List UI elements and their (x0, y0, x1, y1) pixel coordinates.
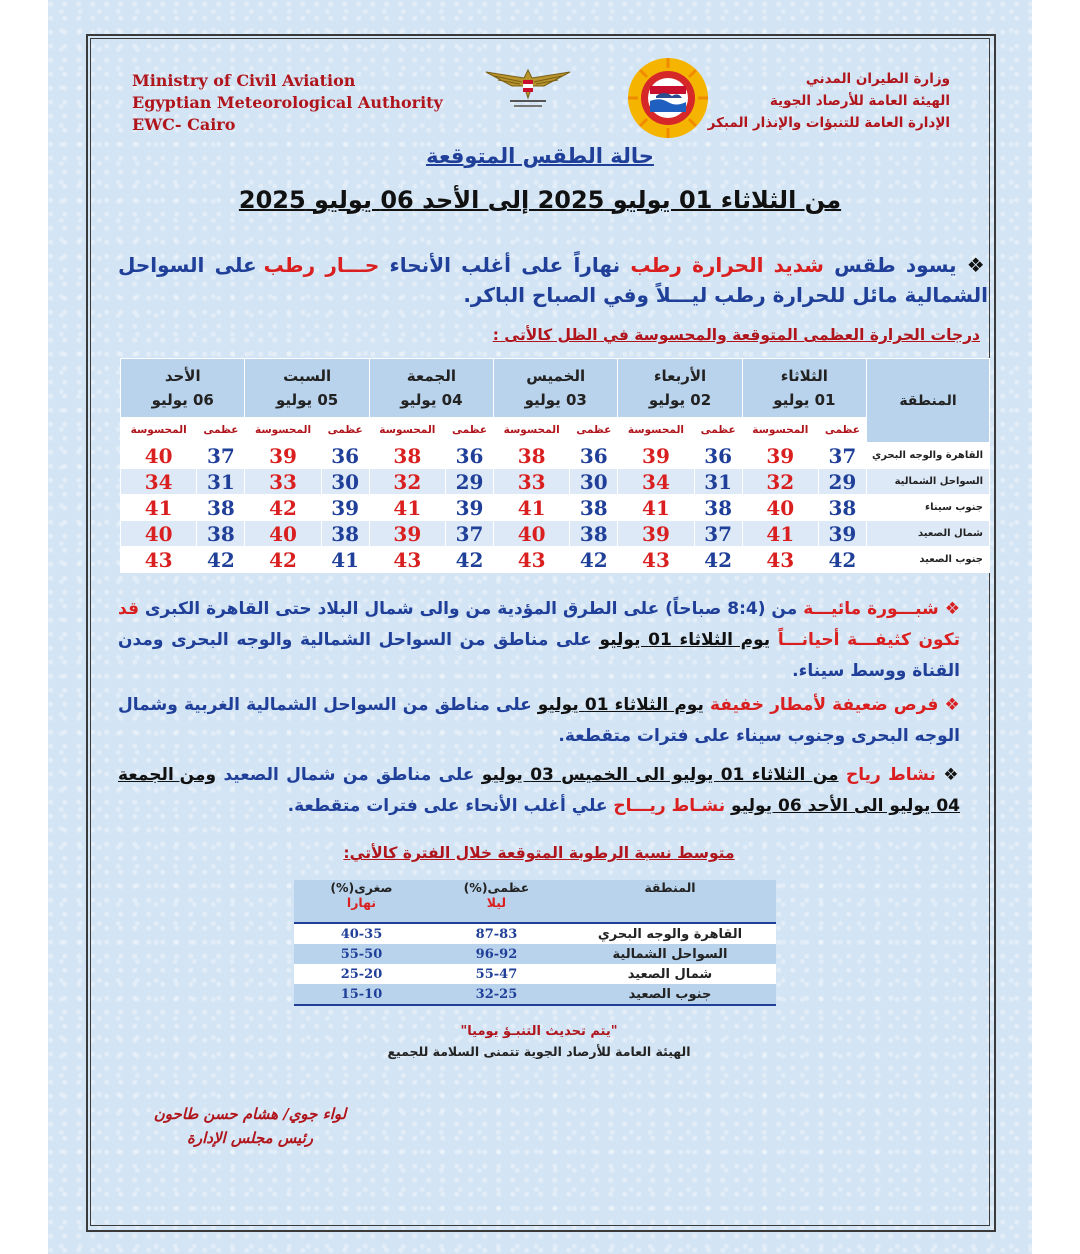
humidity-region: شمال الصعيد (564, 964, 776, 984)
summary-text-2: نهاراً على أغلب الأنحاء (379, 253, 631, 277)
table-row (121, 443, 990, 469)
humidity-min: 40-35 (294, 923, 429, 944)
fog-text-2: على مناطق من السواحل الشمالية والوجه البحرى ومدن القناة ووسط سيناء. (118, 630, 960, 681)
humidity-region: السواحل الشمالية (564, 944, 776, 964)
max-value: 29 (818, 469, 866, 495)
max-value: 42 (445, 547, 493, 573)
en-center: EWC- Cairo (132, 115, 236, 134)
table-row (121, 495, 990, 521)
max-value: 31 (694, 469, 742, 495)
humidity-min: 15-10 (294, 984, 429, 1005)
region-name: شمال الصعيد (867, 521, 990, 547)
max-value: 36 (445, 443, 493, 469)
feel-label: المحسوسة (245, 418, 321, 443)
wind-highlight: نشاط رياح (845, 765, 936, 785)
humidity-min-sub: نهارا (346, 895, 377, 910)
feel-value: 32 (369, 469, 445, 495)
region-name: جنوب سيناء (867, 495, 990, 521)
max-label: عظمى (694, 418, 742, 443)
table-row (121, 469, 990, 495)
fog-date: يوم الثلاثاء 01 يوليو (599, 630, 771, 650)
rain-text: على مناطق من السواحل الشمالية الغربية وشمال الوجه البحرى وجنوب سيناء على فترات متقطعة. (118, 695, 960, 746)
rain-date: يوم الثلاثاء 01 يوليو (537, 695, 704, 715)
max-value: 30 (570, 469, 618, 495)
humidity-table (294, 880, 776, 1006)
humidity-max-header (429, 880, 564, 923)
day-name: الجمعة (406, 367, 457, 385)
ar-department: الإدارة العامة للتنبؤات والإنذار المبكر (707, 115, 950, 131)
max-value: 42 (818, 547, 866, 573)
humidity-max-sub: ليلا (486, 895, 507, 910)
feel-value: 42 (245, 547, 321, 573)
feel-value: 41 (618, 495, 694, 521)
fog-warning (118, 594, 960, 687)
update-note: "يتم تحديث التنبـؤ يوميا" (460, 1024, 618, 1039)
feel-value: 33 (494, 469, 570, 495)
feel-value: 39 (618, 443, 694, 469)
day-header (618, 359, 742, 418)
day-header (245, 359, 369, 418)
feel-value: 43 (494, 547, 570, 573)
feel-label: المحسوسة (618, 418, 694, 443)
feel-value: 40 (742, 495, 818, 521)
summary-highlight-1: شديد الحرارة رطب (630, 253, 824, 277)
feel-value: 41 (494, 495, 570, 521)
table-row (121, 547, 990, 573)
feel-value: 40 (121, 443, 197, 469)
page-title-text: حالة الطقس المتوقعة (426, 144, 654, 168)
humidity-max: 87-83 (429, 923, 564, 944)
max-value: 38 (570, 521, 618, 547)
max-value: 42 (694, 547, 742, 573)
max-value: 29 (445, 469, 493, 495)
feel-value: 41 (121, 495, 197, 521)
day-name: الأربعاء (653, 367, 707, 385)
day-header (369, 359, 493, 418)
feel-value: 33 (245, 469, 321, 495)
max-value: 36 (694, 443, 742, 469)
signature-title: رئيس مجلس الإدارة (187, 1129, 313, 1147)
humidity-region: القاهرة والوجه البحري (564, 923, 776, 944)
feel-value: 43 (618, 547, 694, 573)
humidity-caption-text: متوسط نسبة الرطوبة المتوقعة خلال الفترة كالأتي: (343, 844, 735, 862)
max-value: 36 (321, 443, 369, 469)
max-value: 37 (694, 521, 742, 547)
feel-label: المحسوسة (494, 418, 570, 443)
bullet-icon: ❖ (966, 253, 988, 277)
max-value: 37 (197, 443, 245, 469)
table-row (121, 521, 990, 547)
day-date: 03 يوليو (524, 391, 587, 409)
temperature-table-caption: درجات الحرارة العظمى المتوقعة والمحسوسة في الظل كالأتى : (492, 326, 980, 344)
table-row (294, 923, 776, 944)
feel-value: 34 (121, 469, 197, 495)
humidity-header-row (294, 880, 776, 923)
region-name: جنوب الصعيد (867, 547, 990, 573)
feel-label: المحسوسة (369, 418, 445, 443)
feel-label: المحسوسة (742, 418, 818, 443)
day-date: 05 يوليو (275, 391, 339, 409)
arabic-header (708, 68, 950, 134)
max-label: عظمى (321, 418, 369, 443)
region-name: القاهرة والوجه البحري (867, 443, 990, 469)
forecast-period-text: من الثلاثاء 01 يوليو 2025 إلى الأحد 06 يوليو 2025 (238, 186, 842, 214)
bullet-icon: ❖ (944, 599, 961, 619)
max-value: 42 (197, 547, 245, 573)
rain-warning (118, 690, 960, 752)
humidity-max: 96-92 (429, 944, 564, 964)
feel-value: 39 (369, 521, 445, 547)
feel-value: 43 (369, 547, 445, 573)
fog-highlight: شبـــورة مائيـــة (803, 599, 939, 619)
day-header (121, 359, 245, 418)
max-value: 37 (818, 443, 866, 469)
wind-text-2: علي أغلب الأنحاء على فترات متقطعة. (287, 796, 614, 816)
rain-highlight: فرص ضعيفة لأمطار خفيفة (709, 695, 939, 715)
wind-warning (118, 760, 960, 822)
page-title (0, 144, 1080, 168)
feel-value: 39 (245, 443, 321, 469)
max-value: 39 (445, 495, 493, 521)
english-header (132, 70, 443, 136)
bullet-icon: ❖ (943, 765, 960, 785)
max-label: عظمى (818, 418, 866, 443)
feel-value: 40 (245, 521, 321, 547)
humidity-min: 55-50 (294, 944, 429, 964)
feel-value: 43 (742, 547, 818, 573)
max-value: 38 (694, 495, 742, 521)
ministry-eagle-logo (484, 58, 572, 114)
feel-value: 40 (121, 521, 197, 547)
humidity-min-header (294, 880, 429, 923)
wind-date-1: من الثلاثاء 01 يوليو الى الخميس 03 يوليو (481, 765, 839, 785)
temperature-table (120, 358, 990, 573)
feel-value: 39 (742, 443, 818, 469)
max-label: عظمى (570, 418, 618, 443)
day-header (494, 359, 618, 418)
signature-block (132, 1102, 368, 1150)
feel-value: 42 (245, 495, 321, 521)
humidity-max-label: عظمى(%) (463, 880, 530, 895)
signature-name: لواء جوي/ هشام حسن طاحون (153, 1105, 347, 1123)
fog-text-1: من (8:4 صباحاً) على الطرق المؤدية من والى شمال البلاد حتى القاهرة الكبرى (138, 599, 804, 619)
feel-value: 32 (742, 469, 818, 495)
summary-highlight-2: حـــار رطب (263, 253, 380, 277)
wind-highlight-2: نشـاط ريـــاح (613, 796, 726, 816)
day-header (742, 359, 866, 418)
humidity-region: جنوب الصعيد (564, 984, 776, 1005)
max-value: 30 (321, 469, 369, 495)
en-authority: Egyptian Meteorological Authority (132, 93, 443, 112)
forecast-period (0, 186, 1080, 214)
humidity-region-header (564, 880, 776, 923)
summary-text-1: يسود طقس (823, 253, 957, 277)
max-value: 42 (570, 547, 618, 573)
day-name: السبت (283, 367, 332, 385)
table-row (294, 964, 776, 984)
humidity-max: 55-47 (429, 964, 564, 984)
day-date: 01 يوليو (773, 391, 836, 409)
day-date: 04 يوليو (400, 391, 463, 409)
day-name: الأحد (164, 367, 201, 385)
humidity-caption (0, 844, 1078, 862)
max-value: 41 (321, 547, 369, 573)
table-row (294, 984, 776, 1005)
day-name: الثلاثاء (780, 367, 828, 385)
feel-label: المحسوسة (121, 418, 197, 443)
feel-value: 41 (369, 495, 445, 521)
feel-value: 40 (494, 521, 570, 547)
max-value: 39 (321, 495, 369, 521)
max-label: عظمى (445, 418, 493, 443)
safety-wish: الهيئة العامة للأرصاد الجوية تتمنى السلامة للجميع (387, 1044, 691, 1059)
max-value: 31 (197, 469, 245, 495)
day-date: 02 يوليو (648, 391, 712, 409)
region-header: المنطقة (867, 359, 990, 443)
fog-highlight-2: قد تكون كثيفـــة أحيانـــاً (118, 599, 960, 650)
bullet-icon: ❖ (944, 695, 960, 715)
en-ministry: Ministry of Civil Aviation (132, 71, 356, 90)
max-value: 38 (321, 521, 369, 547)
table-row (294, 944, 776, 964)
max-value: 37 (445, 521, 493, 547)
humidity-max: 32-25 (429, 984, 564, 1005)
feel-value: 34 (618, 469, 694, 495)
summary-text-3: على السواحل الشمالية مائل للحرارة رطب ليـــلاً وفي الصباح الباكر. (118, 253, 988, 307)
feel-value: 38 (369, 443, 445, 469)
max-value: 38 (197, 495, 245, 521)
max-value: 38 (818, 495, 866, 521)
max-value: 38 (570, 495, 618, 521)
max-value: 38 (197, 521, 245, 547)
humidity-region-label: المنطقة (644, 880, 696, 895)
wind-date-2: ومن الجمعة 04 يوليو الى الأحد 06 يوليو (118, 765, 960, 816)
feel-value: 43 (121, 547, 197, 573)
feel-value: 41 (742, 521, 818, 547)
max-value: 39 (818, 521, 866, 547)
day-name: الخميس (526, 367, 586, 385)
day-date: 06 يوليو (151, 391, 214, 409)
general-summary (118, 250, 988, 310)
ar-authority: الهيئة العامة للأرصاد الجوية (769, 93, 950, 109)
max-value: 36 (570, 443, 618, 469)
humidity-min-label: صغرى(%) (330, 880, 393, 895)
feel-value: 39 (618, 521, 694, 547)
feel-value: 38 (494, 443, 570, 469)
ar-ministry: وزارة الطيران المدني (805, 71, 950, 87)
ema-sun-logo (626, 56, 710, 140)
humidity-min: 25-20 (294, 964, 429, 984)
wind-text-1: على مناطق من شمال الصعيد (216, 765, 482, 785)
max-label: عظمى (197, 418, 245, 443)
region-name: السواحل الشمالية (867, 469, 990, 495)
